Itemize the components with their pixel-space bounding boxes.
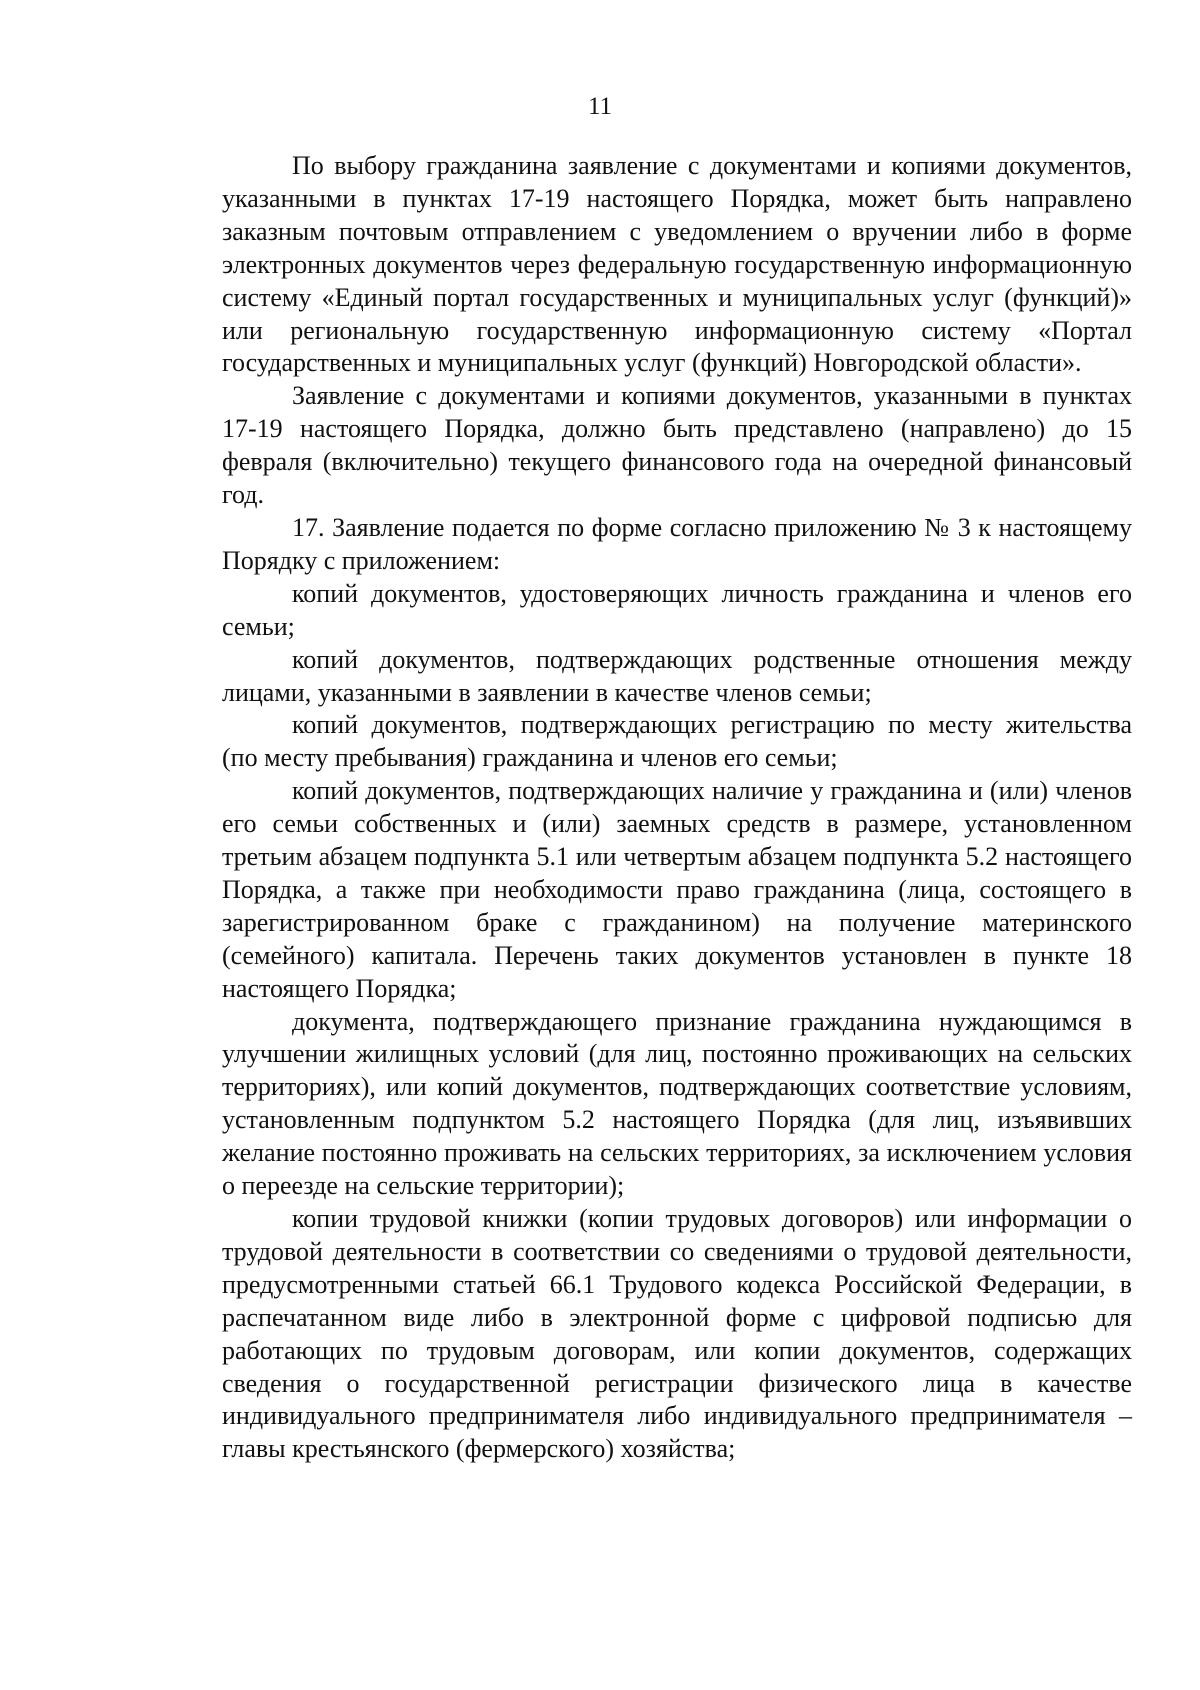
paragraph-registration-documents: копий документов, подтверждающих регистрацию по месту жительства (по месту пребывания) гражданина и членов его семьи;: [222, 710, 1132, 773]
document-body: [222, 150, 1132, 1466]
page-number: 11: [587, 93, 613, 120]
paragraph-submission-deadline: Заявление с документами и копиями документов, указанными в пунктах 17-19 настоящего Порядка, должно быть представлено (направлено) до 15 февраля (включительно) текущего финансового года на очередной финансовый год.: [222, 381, 1132, 510]
paragraph-clause-17: 17. Заявление подается по форме согласно приложению № 3 к настоящему Порядку с приложением:: [222, 512, 1132, 575]
paragraph-funds-documents: копий документов, подтверждающих наличие у гражданина и (или) членов его семьи собственных и (или) заемных средств в размере, установленном третьим абзацем подпункта 5.1 или четвертым абзацем подпункта 5.2 настоящего Порядка, а также при необходимости право гражданина (лица, состоящего в зарегистрированном браке с гражданином) на получение материнского (семейного) капитала. Перечень таких документов установлен в пункте 18 настоящего Порядка;: [222, 776, 1132, 1003]
paragraph-housing-need-document: документа, подтверждающего признание гражданина нуждающимся в улучшении жилищных условий (для лиц, постоянно проживающих на сельских территориях), или копий документов, подтверждающих соответствие условиям, установленным подпунктом 5.2 настоящего Порядка (для лиц, изъявивших желание постоянно проживать на сельских территориях, за исключением условия о переезде на сельские территории);: [222, 1006, 1132, 1201]
paragraph-submission-methods: По выбору гражданина заявление с документами и копиями документов, указанными в пунктах 17-19 настоящего Порядка, может быть направлено заказным почтовым отправлением с уведомлением о вручении либо в форме электронных документов через федеральную государственную информационную систему «Единый портал государственных и муниципальных услуг (функций)» или региональную государственную информационную систему «Портал государственных и муниципальных услуг (функций) Новгородской области».: [222, 151, 1132, 378]
paragraph-family-relation-documents: копий документов, подтверждающих родственные отношения между лицами, указанными в заявлении в качестве членов семьи;: [222, 644, 1132, 707]
paragraph-employment-documents: копии трудовой книжки (копии трудовых договоров) или информации о трудовой деятельности в соответствии со сведениями о трудовой деятельности, предусмотренными статьей 66.1 Трудового кодекса Российской Федерации, в распечатанном виде либо в электронной форме с цифровой подписью для работающих по трудовым договорам, или копии документов, содержащих сведения о государственной регистрации физического лица в качестве индивидуального предпринимателя либо индивидуального предпринимателя – главы крестьянского (фермерского) хозяйства;: [222, 1204, 1132, 1464]
paragraph-identity-documents: копий документов, удостоверяющих личность гражданина и членов его семьи;: [222, 578, 1132, 641]
